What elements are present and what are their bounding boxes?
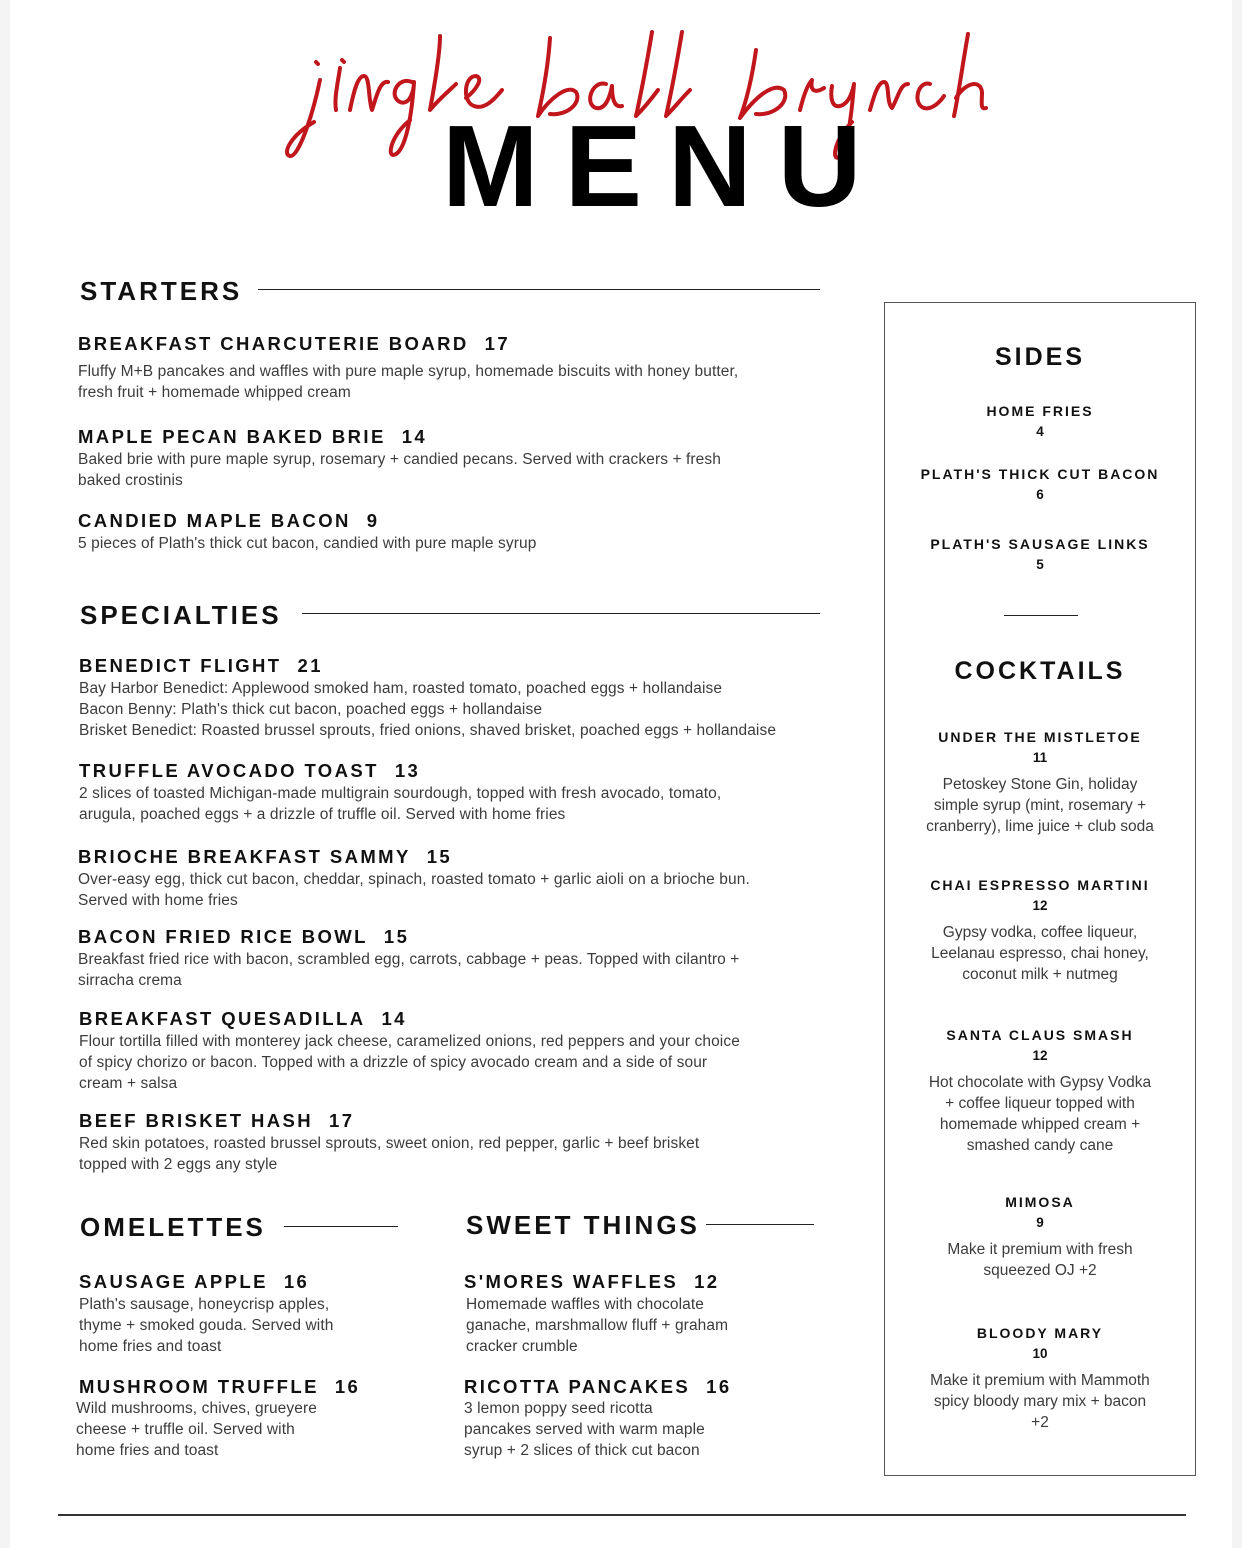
sides-heading: SIDES [994,343,1086,371]
item-name: BACON FRIED RICE BOWL [78,926,368,947]
menu-sheet [10,0,1232,1548]
item-description: Petoskey Stone Gin, holiday simple syrup (mint, rosemary + cranberry), lime juice + club soda [926,776,1154,835]
side-item [885,534,1195,575]
item-name: HOME FRIES [986,403,1094,419]
item-price: 15 [426,846,453,867]
item-description: 5 pieces of Plath's thick cut bacon, candied with pure maple syrup [78,535,537,552]
item-description: Homemade waffles with chocolate ganache, marshmallow fluff + graham cracker crumble [466,1296,729,1355]
item-description: Over-easy egg, thick cut bacon, cheddar, spinach, roasted tomato + garlic aioli on a brioche bun. Served with home fries [78,871,750,909]
starters-rule [258,289,820,290]
item-name: UNDER THE MISTLETOE [938,729,1142,745]
item-price: 12 [694,1271,720,1292]
item-price: 11 [1032,750,1048,765]
item-name: PLATH'S SAUSAGE LINKS [930,536,1150,552]
cocktail-item [885,1192,1195,1281]
menu-item [78,510,868,554]
item-name: BRIOCHE BREAKFAST SAMMY [78,846,411,867]
item-price: 4 [1036,424,1044,439]
item-description: Fluffy M+B pancakes and waffles with pure maple syrup, homemade biscuits with honey butter, fresh fruit + homemade whipped cream [78,363,739,401]
menu-item [79,1008,879,1094]
menu-item [464,1271,844,1357]
item-description: 3 lemon poppy seed ricotta pancakes served with warm maple syrup + 2 slices of thick cut bacon [464,1400,705,1459]
item-price: 21 [297,655,323,676]
cocktail-item [885,1323,1195,1433]
item-name: BENEDICT FLIGHT [79,655,282,676]
item-price: 14 [381,1008,407,1029]
item-description: Plath's sausage, honeycrisp apples, thyme + smoked gouda. Served with home fries and toast [79,1296,334,1355]
specialties-heading: SPECIALTIES [80,600,282,630]
item-name: BREAKFAST QUESADILLA [79,1008,366,1029]
item-price: 13 [394,760,421,781]
item-price: 9 [366,510,380,531]
menu-item [79,1110,879,1175]
menu-item [464,1376,844,1461]
cocktail-item [885,875,1195,985]
item-description: Gypsy vodka, coffee liqueur, Leelanau espresso, chai honey, coconut milk + nutmeg [931,924,1149,983]
item-price: 15 [383,926,410,947]
item-name: S'MORES WAFFLES [464,1271,679,1292]
item-price: 16 [283,1271,310,1292]
item-price: 6 [1036,487,1044,502]
menu-item [78,333,868,403]
item-name: MIMOSA [1005,1194,1075,1210]
sides-cocktails-panel [884,302,1196,1476]
menu-title: MENU [442,101,888,231]
side-item [885,401,1195,442]
item-name: CHAI ESPRESSO MARTINI [930,877,1150,893]
side-item [885,464,1195,505]
item-name: RICOTTA PANCAKES [464,1376,691,1397]
item-name: PLATH'S THICK CUT BACON [920,466,1160,482]
menu-item [78,846,878,911]
item-price: 5 [1036,557,1044,572]
sweet-things-heading: SWEET THINGS [466,1210,700,1240]
starters-heading: STARTERS [80,276,243,306]
item-description: Flour tortilla filled with monterey jack cheese, caramelized onions, red peppers and your choice of spicy chorizo or bacon. Topped with a drizzle of spicy avocado cream and a side of sour cream + salsa [79,1033,740,1092]
omelettes-heading: OMELETTES [80,1212,266,1242]
item-description: Baked brie with pure maple syrup, rosemary + candied pecans. Served with crackers + fresh baked crostinis [78,451,721,489]
item-price: 9 [1036,1215,1044,1230]
sweet-things-rule [706,1224,814,1225]
omelettes-rule [284,1226,398,1227]
item-description: Bay Harbor Benedict: Applewood smoked ham, roasted tomato, poached eggs + hollandaise Bacon Benny: Plath's thick cut bacon, poached eggs + hollandaise Brisket Benedict: Roasted brussel sprouts, fried onions, shaved brisket, poached eggs + hollandaise [79,680,777,739]
item-name: BREAKFAST CHARCUTERIE BOARD [78,333,469,354]
item-description: Make it premium with fresh squeezed OJ +2 [947,1241,1133,1279]
specialties-rule [302,613,820,614]
cocktail-item [885,727,1195,837]
item-name: CANDIED MAPLE BACON [78,510,351,531]
item-name: BLOODY MARY [976,1325,1104,1341]
item-price: 14 [401,426,428,447]
cocktails-heading: COCKTAILS [954,657,1126,685]
menu-item [79,760,879,825]
item-price: 10 [1032,1346,1048,1361]
bottom-rule [58,1514,1186,1516]
menu-item [76,1376,436,1461]
item-description: 2 slices of toasted Michigan-made multigrain sourdough, topped with fresh avocado, tomato, arugula, poached eggs + a drizzle of truffle oil. Served with home fries [79,785,722,823]
item-name: MUSHROOM TRUFFLE [79,1376,319,1397]
item-name: TRUFFLE AVOCADO TOAST [79,760,379,781]
item-price: 12 [1032,898,1048,913]
item-name: BEEF BRISKET HASH [79,1110,314,1131]
item-description: Hot chocolate with Gypsy Vodka + coffee liqueur topped with homemade whipped cream + smashed candy cane [928,1074,1152,1154]
menu-item [78,426,868,491]
item-description: Breakfast fried rice with bacon, scrambled egg, carrots, cabbage + peas. Topped with cilantro + sirracha crema [78,951,740,989]
item-description: Wild mushrooms, chives, grueyere cheese + truffle oil. Served with home fries and toast [76,1400,317,1459]
item-price: 17 [484,333,511,354]
item-description: Make it premium with Mammoth spicy bloody mary mix + bacon +2 [930,1372,1150,1431]
item-description: Red skin potatoes, roasted brussel sprouts, sweet onion, red pepper, garlic + beef brisket topped with 2 eggs any style [79,1135,700,1173]
menu-item [79,1271,439,1357]
item-name: MAPLE PECAN BAKED BRIE [78,426,386,447]
menu-item [78,926,878,991]
sides-divider [1004,615,1078,616]
item-name: SAUSAGE APPLE [79,1271,268,1292]
cocktail-item [885,1025,1195,1156]
item-price: 17 [329,1110,355,1131]
item-name: SANTA CLAUS SMASH [946,1027,1134,1043]
item-price: 16 [706,1376,732,1397]
menu-item [79,655,879,741]
item-price: 12 [1032,1048,1048,1063]
item-price: 16 [334,1376,361,1397]
